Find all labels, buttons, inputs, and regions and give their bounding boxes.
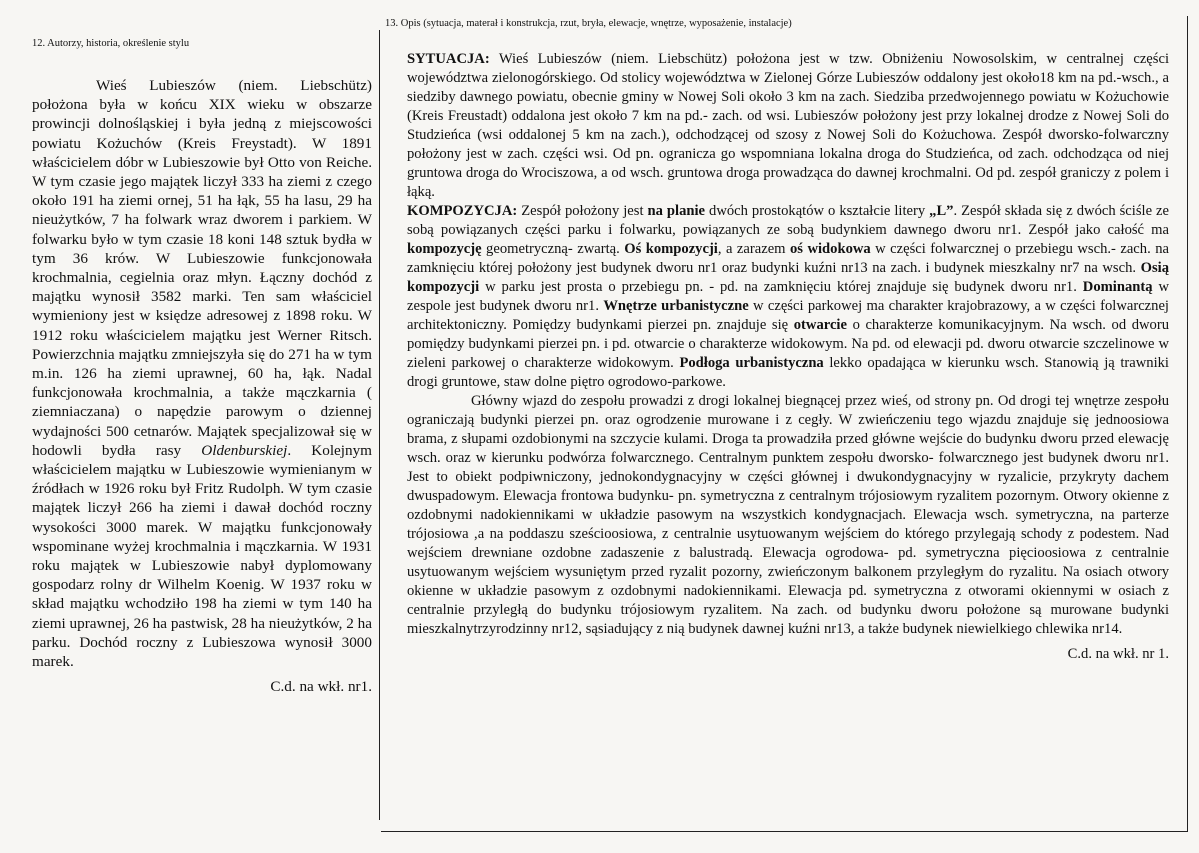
history-header: 12. Autorzy, historia, określenie stylu (32, 38, 190, 49)
composition-term: Podłoga urbanistyczna (679, 355, 824, 371)
composition-term: Dominantą (1082, 279, 1153, 295)
composition-term: „L” (929, 203, 954, 219)
composition-text: w zespole jest budynek dworu nr1. (407, 279, 1169, 314)
composition-term: oś widokowa (790, 241, 871, 257)
composition-text: w części parkowej ma charakter krajobrazowy, a w części folwarcznej architektoniczny. Pomiędzy budynkami pierzei pn. znajduje się (407, 298, 1169, 333)
composition-text: w parku jest prosta o przebiegu pn. - pd. na zamknięciu której znajduje się budynek dworu nr1. (479, 279, 1083, 295)
composition-text: w części folwarcznej o przebiegu wsch.- zach. na zamknięciu której położony jest budynek dworu nr1 oraz budynki kuźni nr13 na zach. i budynek mieszkalny nr7 na wsch. (407, 241, 1169, 276)
history-text-b: . Kolejnym właścicielem majątku w Lubieszowie wymienianym w źródłach w 1926 roku był Fritz Rudolph. W tym czasie majątek liczył 266 ha ziemi i dawał dochód roczny wysokości 3000 marek. W majątku funkcjonowały wspominane wyżej krochmalnia i mączkarnia. W 1931 roku majątek w Lubieszowie nabył dyplomowany gospodarz rolny dr Wilhelm Koenig. W 1937 roku w skład majątku wchodziło 198 ha ziemi w tym 140 ha ziemi uprawnej, 26 ha pastwisk, 28 ha nieużytków, 2 ha parku. Dochód roczny z Lubieszowa wynosił 3000 marek. (32, 441, 372, 671)
history-column (24, 30, 380, 820)
composition-text: , a zarazem (717, 241, 790, 257)
description-body (407, 50, 1169, 664)
history-body (32, 76, 372, 697)
breed-name: Oldenburskiej (201, 441, 288, 459)
history-signoff: C.d. na wkł. nr1. (270, 678, 372, 696)
composition-term: otwarcie (793, 317, 847, 333)
description-header: 13. Opis (sytuacja, materał i konstrukcja, rzut, bryła, elewacje, wnętrze, wyposażenie, instalacje) (385, 18, 792, 29)
composition-term: na planie (647, 203, 706, 219)
description-signoff: C.d. na wkł. nr 1. (1067, 646, 1169, 662)
composition-text: . Zespół składa się z dwóch ściśle ze sobą powiązanych części parku i folwarku, powiązanych ze sobą budynkiem dawnego dworu nr1. Zespół jako całość ma (407, 203, 1169, 238)
composition-paragraph (407, 202, 1169, 392)
composition-term: Wnętrze urbanistyczne (603, 298, 749, 314)
description-paragraph: Główny wjazd do zespołu prowadzi z drogi lokalnej biegnącej przez wieś, od strony pn. Od drogi tej wnętrze zespołu ograniczają budynki pierzei pn. oraz ogrodzenie murowane i z cegły. W zwieńczeniu tego wjazdu znajduje się jednoosiowa brama, z słupami ozdobionymi na szczycie kulami. Droga ta prowadziła przed główne wejście do budynku dworu przed elewację wsch. oraz w kierunku podwórza folwarcznego. Centralnym punktem zespołu dworsko- folwarcznego jest budynek dworu nr1. Jest to obiekt podpiwniczony, jednokondygnacyjny w części głównej i dwukondygnacyjny w ryzalicie, przykryty dachem dwuspadowym. Elewacja frontowa budynku- pn. symetryczna z centralnym trójosiowym ryzalitem pozornym. Otwory okienne z ozdobnymi nadokiennikami w układzie pasowym na wszystkich kondygnacjach. Elewacja wsch. symetryczna, na parterze trójosiowa ,a na poddaszu sześcioosiowa, z centralnie usytuowanym wejściem do którego przylegają schody z podestem. Nad wejściem drewniane ozdobne zadaszenie z balustradą. Elewacja ogrodowa- pd. symetryczna pięcioosiowa z centralnie usytuowanym wejściem wysuniętym przed ryzalit pozorny, zwieńczonym balkonem przyległym do ryzalitu. Na osiach otwory okienne w układzie pasowym z ozdobnymi nadokiennikami. Elewacja pd. symetryczna z otworami okiennymi w osiach z centralnie przyległą do budynku trójosiowym ryzalitem. Na zach. od budynku dworu położone są murowane budynki mieszkalnytrzyrodzinny nr12, sąsiadujący z nią budynek dawnej kuźni nr13, a także budynek niewielkiego chlewika nr14. (407, 393, 1169, 637)
composition-term: Osią kompozycji (407, 260, 1169, 295)
composition-text: lekko opadająca w kierunku wsch. Stanowią ją trawniki drogi gruntowe, staw dolne piętro ogrodowo-parkowe. (407, 355, 1169, 390)
composition-term: kompozycję (407, 241, 482, 257)
composition-text: Zespół położony jest (517, 203, 648, 219)
description-column (381, 16, 1188, 832)
situation-label: SYTUACJA: (407, 51, 490, 67)
composition-text: o charakterze komunikacyjnym. Na wsch. od dworu pomiędzy budynkami pierzei pn. i pd. otwarcie o charakterze widokowym. Na pd. od elewacji pd. dworu otwarcie szczelinowe w zieleni parkowej o charakterze widokowym. (407, 317, 1170, 371)
composition-label: KOMPOZYCJA: (407, 203, 518, 219)
history-text-a: Wieś Lubieszów (niem. Liebschütz) położona była w końcu XIX wieku w obszarze prowincji dolnośląskiej i była jedną z miejscowości powiatu Kożuchów (Kreis Freystadt). W 1891 właścicielem dóbr w Lubieszowie był Otto von Reiche. W tym czasie jego majątek liczył 333 ha ziemi z czego około 191 ha ziemi ornej, 51 ha łąk, 55 ha lasu, 29 ha nieużytków, 7 ha folwark wraz dworem i parkiem. W folwarku było w tym czasie 18 koni 148 sztuk bydła w tym 36 krów. W Lubieszowie funkcjonowała krochmalnia, cegielnia oraz młyn. Łączny dochód z majątku wynosił 3582 marki. Ten sam właściciel wymieniony jest w księdze adresowej z 1898 roku. W 1912 roku właścicielem majątku jest Werner Ritsch. Powierzchnia majątku zmniejszyła się do 271 ha w tym m.in. 126 ha ziemi uprawnej, 60 ha, łąk. Nadal funkcjonowała krochmalnia, a także mączkarnia ( ziemniaczana) o napędzie parowym o dziennej wydajności 500 cetnarów. Majątek specjalizował się w hodowli bydła rasy (32, 77, 372, 459)
situation-paragraph (407, 50, 1169, 202)
composition-term: Oś kompozycji (624, 241, 718, 257)
composition-text: geometryczną- zwartą. (481, 241, 625, 257)
history-paragraph (32, 76, 372, 671)
situation-text: Wieś Lubieszów (niem. Liebschütz) położona jest w tzw. Obniżeniu Nowosolskim, w centralnej części województwa zielonogórskiego. Od stolicy województwa w Zielonej Górze Lubieszów oddalony jest około18 km na pd.-wsch., a siedziby dawnego powiatu, obecnie gminy w Nowej Soli około 3 km na zach. Siedziba przedwojennego powiatu w Kożuchowie (Kreis Freustadt) oddalona jest około 7 km na pd.- zach. od wsi. Lubieszów położony jest przy lokalnej drodze z Nowej Soli do Studzieńca (wsi oddalonej 5 km na zach.), odchodzącej od szosy z Nowej Soli do Kożuchowa. Zespół dworsko-folwarczny położony jest w zach. części wsi. Od pn. ogranicza go wspomniana lokalna droga do Studzieńca, od zach. odchodząca od niej gruntowa droga do Wrociszowa, a od wsch. gruntowa droga prowadząca do dawnej krochmalni. Od pd. zespół graniczy z polem i łąką. (407, 51, 1169, 200)
composition-text: dwóch prostokątów o kształcie litery (705, 203, 930, 219)
